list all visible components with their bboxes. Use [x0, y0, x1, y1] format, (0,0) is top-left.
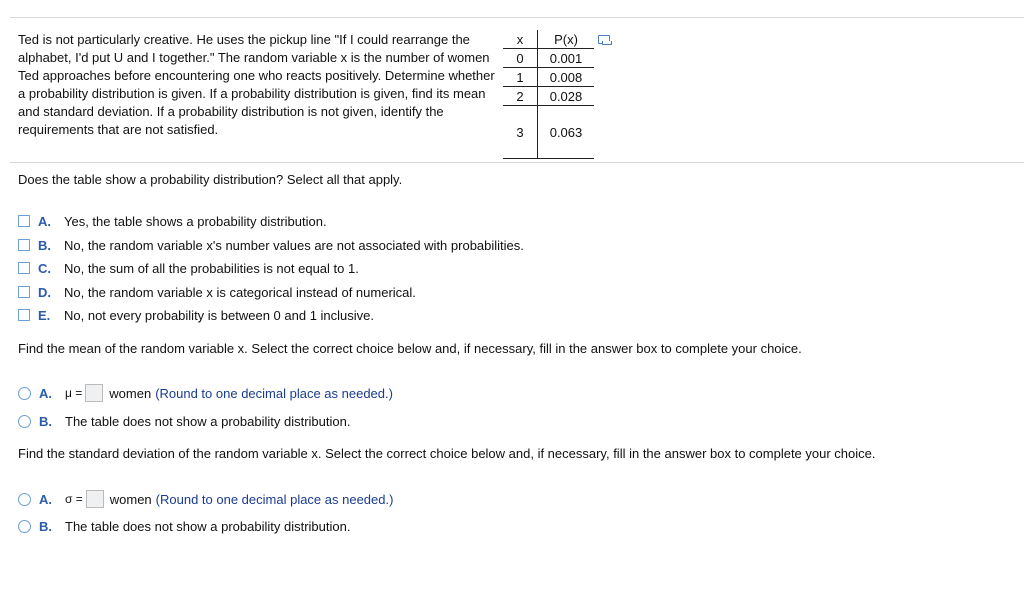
option-letter: D.: [38, 284, 51, 300]
checkbox[interactable]: [18, 215, 30, 227]
table-header-row: [503, 30, 594, 49]
option-letter: A.: [38, 213, 51, 229]
checkbox[interactable]: [18, 262, 30, 274]
unit-label: women: [109, 385, 152, 401]
x-cell: 2: [503, 87, 538, 106]
px-header: P(x): [538, 30, 595, 49]
option-letter: A.: [39, 385, 52, 401]
x-cell: 1: [503, 68, 538, 87]
q2-option-a[interactable]: [18, 384, 393, 402]
option-text: No, the random variable x is categorical instead of numerical.: [64, 284, 416, 300]
option-text: No, not every probability is between 0 and 1 inclusive.: [64, 307, 375, 323]
option-letter: C.: [38, 260, 51, 276]
q3-option-a[interactable]: [18, 490, 393, 508]
px-cell: 0.008: [538, 68, 595, 87]
x-header: x: [503, 30, 538, 49]
option-text: No, the sum of all the probabilities is not equal to 1.: [64, 260, 359, 276]
table-row: [503, 87, 594, 106]
px-cell: 0.063: [538, 106, 595, 159]
radio-button[interactable]: [18, 493, 31, 506]
question-2-text: Find the mean of the random variable x. Select the correct choice below and, if necessary, fill in the answer box to complete your choice.: [18, 341, 802, 356]
table-row: [503, 49, 594, 68]
copy-table-icon[interactable]: [598, 35, 610, 44]
checkbox[interactable]: [18, 239, 30, 251]
px-cell: 0.001: [538, 49, 595, 68]
checkbox[interactable]: [18, 286, 30, 298]
option-text: No, the random variable x's number values are not associated with probabilities.: [64, 237, 524, 253]
checkbox[interactable]: [18, 309, 30, 321]
problem-statement: Ted is not particularly creative. He uses the pickup line "If I could rearrange the alphabet, I'd put U and I together." The random variable x is the number of women Ted approaches before encountering one who reacts positively. Determine whether a probability distribution is given. If a probability distribution is given, find its mean and standard deviation. If a probability distribution is not given, identify the requirements that are not satisfied.: [18, 32, 495, 137]
radio-button[interactable]: [18, 387, 31, 400]
radio-button[interactable]: [18, 520, 31, 533]
q1-option-e[interactable]: [18, 306, 374, 324]
option-text: The table does not show a probability distribution.: [65, 413, 351, 429]
q3-option-b[interactable]: [18, 517, 350, 535]
option-text: The table does not show a probability distribution.: [65, 518, 351, 534]
x-cell: 3: [503, 106, 538, 159]
mean-symbol: μ =: [65, 386, 83, 400]
mean-answer-input[interactable]: [85, 384, 103, 402]
probability-table: [503, 30, 594, 159]
section-divider: [10, 162, 1024, 163]
unit-label: women: [109, 491, 152, 507]
q1-option-d[interactable]: [18, 283, 416, 301]
option-letter: B.: [38, 237, 51, 253]
px-cell: 0.028: [538, 87, 595, 106]
question-3-text: Find the standard deviation of the random variable x. Select the correct choice below and, if necessary, fill in the answer box to complete your choice.: [18, 446, 876, 461]
sd-answer-input[interactable]: [86, 490, 104, 508]
option-letter: A.: [39, 491, 52, 507]
option-letter: E.: [38, 307, 51, 323]
x-cell: 0: [503, 49, 538, 68]
table-row: [503, 68, 594, 87]
rounding-hint: (Round to one decimal place as needed.): [155, 491, 394, 507]
q1-option-c[interactable]: [18, 259, 359, 277]
sigma-symbol: σ =: [65, 492, 83, 506]
question-1-text: Does the table show a probability distribution? Select all that apply.: [18, 172, 403, 187]
table-row: [503, 106, 594, 159]
option-letter: B.: [39, 413, 52, 429]
q1-option-a[interactable]: [18, 212, 327, 230]
q2-option-b[interactable]: [18, 412, 350, 430]
option-letter: B.: [39, 518, 52, 534]
option-text: Yes, the table shows a probability distribution.: [64, 213, 327, 229]
q1-option-b[interactable]: [18, 236, 524, 254]
rounding-hint: (Round to one decimal place as needed.): [155, 385, 393, 401]
top-divider: [10, 17, 1024, 18]
radio-button[interactable]: [18, 415, 31, 428]
